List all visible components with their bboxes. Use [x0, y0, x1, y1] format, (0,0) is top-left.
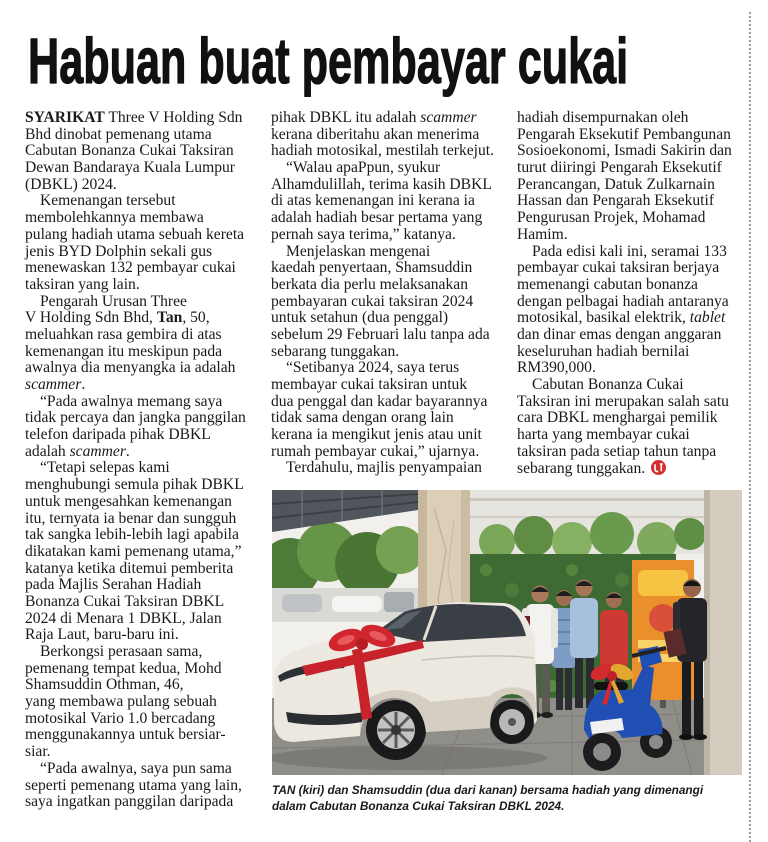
text-line: cara DBKL menghargai pemilik	[517, 409, 718, 427]
text-line: Dewan Bandaraya Kuala Lumpur	[25, 159, 235, 177]
column-divider-dotted-rule	[749, 12, 751, 842]
text-line: jenis BYD Dolphin sekali gus	[25, 242, 213, 260]
paragraph-first-line: “Walau apaPpun, syukur	[286, 159, 441, 177]
text-line: sebelum 29 Februari lalu tanpa ada	[271, 325, 490, 343]
text-line: dikatakan kami pemenang utama,”	[25, 542, 242, 560]
text-line: kemenangan itu meskipun pada	[25, 342, 223, 360]
text-line	[517, 460, 743, 477]
text-line: kerana diberitahu akan menerima	[271, 125, 480, 143]
article-column-2	[271, 110, 507, 477]
italic-text: scammer	[420, 109, 477, 126]
text-line: membayar cukai taksiran untuk	[271, 376, 468, 393]
text-line: Bonanza Cukai Taksiran DBKL	[25, 592, 225, 610]
text-line: tak sangka lebih-lebih lagi apabila	[25, 526, 239, 544]
text-line: dan dinar emas dengan anggaran	[517, 325, 722, 343]
text-line: Hamim.	[517, 225, 568, 243]
text-line: adalah hadiah besar pertama yang	[271, 209, 483, 227]
text-line: katanya ketika ditemui pemberita	[25, 559, 234, 577]
text-line: Pengarah Eksekutif Pembangunan	[517, 125, 731, 143]
text-run: , 50,	[182, 309, 210, 327]
text-line: seperti pemenang utama yang lain,	[25, 776, 242, 794]
news-photo	[272, 490, 742, 775]
text-line: keseluruhan hadiah bernilai	[517, 342, 690, 360]
headline: Habuan buat pembayar cukai	[28, 25, 629, 97]
paragraph-first-line: Terdahulu, majlis penyampaian	[286, 459, 482, 477]
article-column-1	[25, 110, 261, 811]
text-line: taksiran yang lain.	[25, 275, 140, 293]
paragraph-first-line: Menjelaskan mengenai	[286, 242, 431, 260]
text-line: dua penggal dan kadar bayarannya	[271, 392, 488, 410]
text-run: .	[81, 376, 86, 393]
paragraph-first-line: Kemenangan tersebut	[40, 192, 176, 210]
paragraph-first-line: “Setibanya 2024, saya terus	[286, 359, 460, 377]
paragraph-first-line: “Pada awalnya, saya pun sama	[40, 759, 232, 777]
text-line: awalnya dia menyangka ia adalah	[25, 359, 236, 377]
text-line: RM390,000.	[517, 359, 596, 377]
text-line: menghubungi semula pihak DBKL	[25, 476, 244, 494]
text-line: Taksiran ini merupakan salah satu	[517, 392, 729, 410]
text-run: pihak DBKL itu adalah	[271, 109, 421, 126]
text-line: berkata dia perlu melaksanakan	[271, 275, 468, 293]
text-line: harta yang membayar cukai	[517, 426, 690, 444]
text-line: (DBKL) 2024.	[25, 175, 117, 193]
text-run: V Holding Sdn Bhd,	[25, 309, 157, 327]
text-line: untuk setahun (dua penggal)	[271, 309, 449, 327]
text-line: pemenang tempat kedua, Mohd	[25, 659, 222, 677]
text-line: saya ingatkan panggilan daripada	[25, 793, 234, 811]
text-line: dengan pelbagai hadiah antaranya	[517, 292, 729, 310]
text-line	[271, 110, 507, 127]
text-run: motosikal, basikal elektrik,	[517, 309, 690, 327]
article-column-3	[517, 110, 743, 477]
text-line: hadiah disempurnakan oleh	[517, 109, 689, 126]
text-line: menewaskan 132 pembayar cukai	[25, 259, 236, 277]
text-line: Alhamdulillah, terima kasih DBKL	[271, 175, 492, 193]
text-line: tidak sama dengan orang lain	[271, 409, 454, 427]
text-line	[517, 310, 743, 327]
paragraph-first-line: “Tetapi selepas kami	[40, 459, 170, 477]
text-line: motosikal Vario 1.0 bercadang	[25, 709, 216, 727]
parked-vehicles	[272, 588, 418, 622]
text-line: itu, ternyata ia benar dan sungguh	[25, 509, 237, 527]
paragraph-first-line: Pada edisi kali ini, seramai 133	[532, 242, 727, 260]
text-line: 2024 di Menara 1 DBKL, Jalan	[25, 609, 222, 627]
text-line	[25, 310, 261, 327]
text-line: Cabutan Bonanza Cukai Taksiran	[25, 142, 234, 160]
text-line: Shamsuddin Othman, 46,	[25, 676, 184, 694]
bold-text: Tan	[156, 309, 183, 327]
text-run: Three V Holding Sdn	[104, 109, 243, 126]
text-line: menggunakannya untuk bersiar-	[25, 726, 226, 744]
text-line: Sosioekonomi, Ismadi Sakirin dan	[517, 142, 732, 160]
paragraph-first-line: Berkongsi perasaan sama,	[40, 643, 203, 660]
text-line: pernah saya terima,” katanya.	[271, 225, 456, 243]
publication-logo-icon	[651, 460, 666, 475]
paragraph-first-line: Pengarah Urusan Three	[40, 292, 187, 310]
text-line: siar.	[25, 743, 51, 761]
right-column	[704, 490, 742, 775]
text-line: rumah pembayar cukai,” ujarnya.	[271, 442, 480, 460]
text-line: telefon daripada pihak DBKL	[25, 426, 211, 444]
text-line: di atas kemenangan ini kerana ia	[271, 192, 475, 210]
paragraph-first-line: “Pada awalnya memang saya	[40, 392, 223, 410]
text-line: pembayar cukai taksiran berjaya	[517, 259, 720, 277]
text-line: untuk mengesahkan kemenangan	[25, 492, 232, 510]
text-run: .	[125, 442, 130, 460]
text-line: turut diiringi Pengarah Eksekutif	[517, 159, 722, 177]
text-line: hadiah motosikal, mestilah terkejut.	[271, 142, 495, 160]
text-line: yang membawa pulang sebuah	[25, 693, 217, 711]
paragraph-first-line: Cabutan Bonanza Cukai	[532, 376, 684, 393]
italic-text: scammer	[25, 376, 82, 393]
photo-caption-line: TAN (kiri) dan Shamsuddin (dua dari kanan) bersama hadiah yang dimenangi	[272, 783, 704, 797]
bold-text: SYARIKAT	[25, 109, 105, 126]
text-line: meluahkan rasa gembira di atas	[25, 325, 222, 343]
text-line: Raja Laut, baru-baru ini.	[25, 626, 179, 644]
photo-caption	[272, 782, 703, 814]
text-line: sebarang tunggakan.	[271, 342, 400, 360]
text-line: Hassan dan Pengarah Eksekutif	[517, 192, 715, 210]
text-line: taksiran pada setiap tahun tanpa	[517, 442, 717, 460]
text-line: kaedah penyertaan, Shamsuddin	[271, 259, 473, 277]
italic-text: scammer	[69, 442, 126, 460]
text-run: adalah	[25, 442, 70, 460]
text-line: kerana ia mengikut jenis atau unit	[271, 426, 482, 444]
text-line: Perancangan, Datuk Zulkarnain	[517, 175, 715, 193]
text-line: tidak percaya dan jangka panggilan	[25, 409, 246, 427]
text-line	[25, 110, 261, 127]
text-line: pada Majlis Serahan Hadiah	[25, 576, 202, 594]
text-line: Pengurusan Projek, Mohamad	[517, 209, 706, 227]
text-line: pulang hadiah utama sebuah kereta	[25, 225, 245, 243]
text-line: membolehkannya membawa	[25, 209, 204, 227]
text-line: Bhd dinobat pemenang utama	[25, 125, 212, 143]
text-line: pembayaran cukai taksiran 2024	[271, 292, 474, 310]
italic-text: tablet	[689, 309, 726, 327]
text-line: memenangi cabutan bonanza	[517, 275, 698, 293]
photo-caption-line: dalam Cabutan Bonanza Cukai Taksiran DBKL 2024.	[272, 799, 565, 813]
text-line	[25, 377, 261, 394]
text-line	[25, 444, 261, 461]
text-run: sebarang tunggakan.	[517, 460, 646, 478]
